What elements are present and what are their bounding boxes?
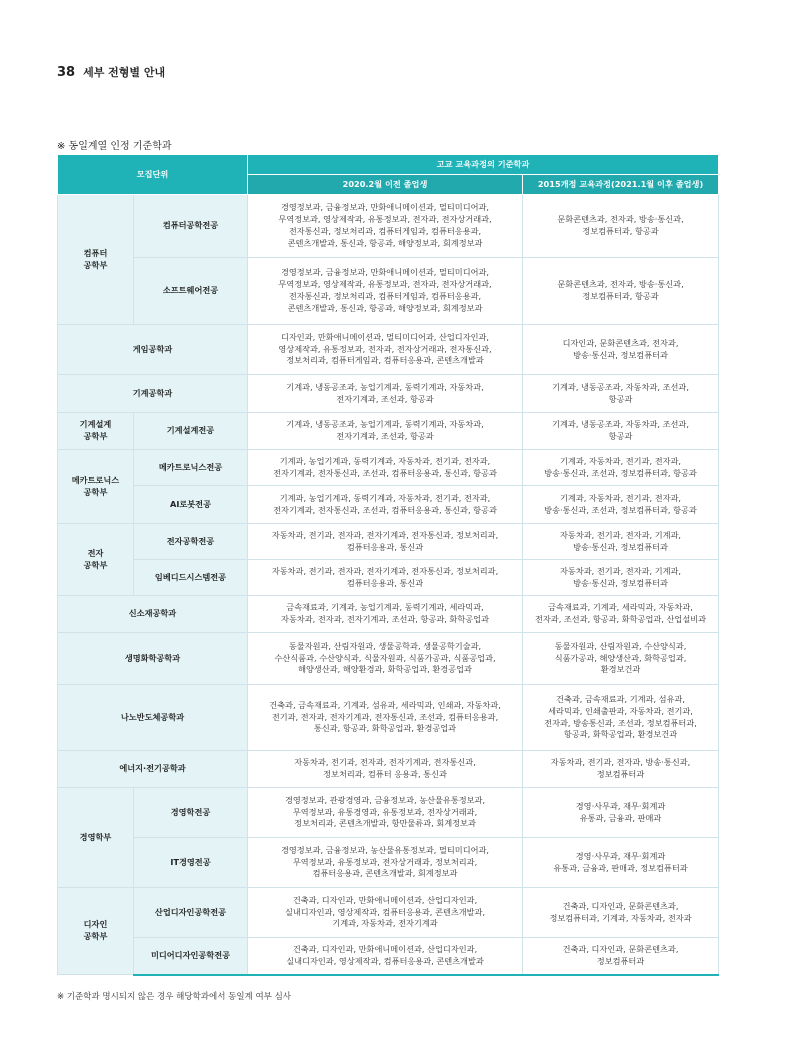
criteria-cell-2: 기계과, 자동차과, 전기과, 전자과, 방송·통신과, 조선과, 정보컴퓨터과, 항공과 — [523, 486, 719, 524]
criteria-cell-2: 경영·사무과, 재무·회계과 유통과, 금융과, 판매과, 정보컴퓨터과 — [523, 838, 719, 888]
criteria-cell-1: 자동차과, 전기과, 전자과, 전자기계과, 전자통신과, 정보처리과, 컴퓨터응용과, 통신과 — [248, 560, 523, 596]
unit-cell: 경영학전공 — [134, 788, 248, 838]
criteria-cell-1: 기계과, 냉동공조과, 농업기계과, 동력기계과, 자동차과, 전자기계과, 조선과, 항공과 — [248, 413, 523, 450]
criteria-cell-1: 경영정보과, 금융정보과, 만화애니메이션과, 멀티미디어과, 무역정보과, 영상제작과, 유통정보과, 전자과, 전자상거래과, 전자통신과, 정보처리과, 컴퓨터게임과, 컴퓨터응용과, 콘텐츠개발과, 통신과, 항공과, 해양정보과, 회계정보과 — [248, 258, 523, 325]
table-row — [58, 560, 719, 596]
criteria-cell-2: 건축과, 금속재료과, 기계과, 섬유과, 세라믹과, 인쇄출판과, 자동차과, 전기과, 전자과, 방송통신과, 조선과, 정보컴퓨터과, 항공과, 화학공업과, 환경보건과 — [523, 685, 719, 751]
criteria-cell-1: 금속재료과, 기계과, 농업기계과, 동력기계과, 세라믹과, 자동차과, 전자과, 전자기계과, 조선과, 항공과, 화학공업과 — [248, 596, 523, 633]
criteria-cell-1: 기계과, 농업기계과, 동력기계과, 자동차과, 전기과, 전자과, 전자기계과, 전자통신과, 조선과, 컴퓨터응용과, 통신과, 항공과 — [248, 450, 523, 486]
criteria-cell-2: 디자인과, 문화콘텐츠과, 전자과, 방송·통신과, 정보컴퓨터과 — [523, 325, 719, 375]
header-unit: 모집단위 — [58, 155, 248, 195]
unit-cell: 기계설계전공 — [134, 413, 248, 450]
page-section-title: 세부 전형별 안내 — [83, 66, 166, 79]
table-row — [58, 195, 719, 258]
criteria-table — [57, 154, 719, 976]
group-cell: 메카트로닉스 공학부 — [58, 450, 134, 524]
criteria-cell-2: 문화콘텐츠과, 전자과, 방송·통신과, 정보컴퓨터과, 항공과 — [523, 195, 719, 258]
table-row — [58, 685, 719, 751]
table-row — [58, 450, 719, 486]
unit-cell: 기계공학과 — [58, 375, 248, 413]
table-row — [58, 413, 719, 450]
unit-cell: 신소재공학과 — [58, 596, 248, 633]
unit-cell: 나노반도체공학과 — [58, 685, 248, 751]
criteria-cell-2: 기계과, 자동차과, 전기과, 전자과, 방송·통신과, 조선과, 정보컴퓨터과, 항공과 — [523, 450, 719, 486]
group-cell: 컴퓨터 공학부 — [58, 195, 134, 325]
table-row — [58, 888, 719, 938]
table-row — [58, 838, 719, 888]
criteria-cell-2: 동물자원과, 산림자원과, 수산양식과, 식품가공과, 해양생산과, 화학공업과, 환경보건과 — [523, 633, 719, 685]
table-row — [58, 596, 719, 633]
unit-cell: 게임공학과 — [58, 325, 248, 375]
criteria-cell-2: 건축과, 디자인과, 문화콘텐츠과, 정보컴퓨터과, 기계과, 자동차과, 전자과 — [523, 888, 719, 938]
unit-cell: 전자공학전공 — [134, 524, 248, 560]
criteria-cell-2: 건축과, 디자인과, 문화콘텐츠과, 정보컴퓨터과 — [523, 938, 719, 975]
criteria-cell-1: 기계과, 농업기계과, 동력기계과, 자동차과, 전기과, 전자과, 전자기계과, 전자통신과, 조선과, 컴퓨터응용과, 통신과, 항공과 — [248, 486, 523, 524]
criteria-cell-1: 건축과, 금속재료과, 기계과, 섬유과, 세라믹과, 인쇄과, 자동차과, 전기과, 전자과, 전자기계과, 전자통신과, 조선과, 컴퓨터응용과, 통신과, 항공과, 화학공업과, 환경공업과 — [248, 685, 523, 751]
criteria-cell-1: 동물자원과, 산림자원과, 생물공학과, 생물공학기술과, 수산식품과, 수산양식과, 식물자원과, 식품가공과, 식품공업과, 해양생산과, 해양환경과, 화학공업과, 환경공업과 — [248, 633, 523, 685]
table-row — [58, 486, 719, 524]
criteria-cell-2: 문화콘텐츠과, 전자과, 방송·통신과, 정보컴퓨터과, 항공과 — [523, 258, 719, 325]
group-cell: 디자인 공학부 — [58, 888, 134, 975]
unit-cell: 소프트웨어전공 — [134, 258, 248, 325]
criteria-cell-1: 건축과, 디자인과, 만화애니메이션과, 산업디자인과, 실내디자인과, 영상제작과, 컴퓨터응용과, 콘텐츠개발과, 기계과, 자동차과, 전자기계과 — [248, 888, 523, 938]
table-note: ※ 동일계열 인정 기준학과 — [57, 141, 172, 152]
footnote: ※ 기준학과 명시되지 않은 경우 해당학과에서 동일계 여부 심사 — [57, 992, 292, 1002]
unit-cell: 산업디자인공학전공 — [134, 888, 248, 938]
unit-cell: 미디어디자인공학전공 — [134, 938, 248, 975]
criteria-cell-1: 자동차과, 전기과, 전자과, 전자기계과, 전자통신과, 정보처리과, 컴퓨터응용과, 통신과 — [248, 524, 523, 560]
header-group: 고교 교육과정의 기준학과 — [248, 155, 719, 175]
unit-cell: AI로봇전공 — [134, 486, 248, 524]
criteria-cell-1: 기계과, 냉동공조과, 농업기계과, 동력기계과, 자동차과, 전자기계과, 조선과, 항공과 — [248, 375, 523, 413]
criteria-cell-2: 금속재료과, 기계과, 세라믹과, 자동차과, 전자과, 조선과, 항공과, 화학공업과, 산업설비과 — [523, 596, 719, 633]
criteria-cell-2: 자동차과, 전기과, 전자과, 기계과, 방송·통신과, 정보컴퓨터과 — [523, 560, 719, 596]
criteria-cell-1: 디자인과, 만화애니메이션과, 멀티미디어과, 산업디자인과, 영상제작과, 유통정보과, 전자과, 전자상거래과, 전자통신과, 정보처리과, 컴퓨터게임과, 컴퓨터응용과, 콘텐츠개발과 — [248, 325, 523, 375]
unit-cell: 임베디드시스템전공 — [134, 560, 248, 596]
table-row — [58, 325, 719, 375]
criteria-cell-1: 경영정보과, 금융정보과, 농산물유통정보과, 멀티미디어과, 무역정보과, 유통정보과, 전자상거래과, 정보처리과, 컴퓨터응용과, 콘텐츠개발과, 회계정보과 — [248, 838, 523, 888]
criteria-cell-2: 자동차과, 전기과, 전자과, 기계과, 방송·통신과, 정보컴퓨터과 — [523, 524, 719, 560]
table-row — [58, 788, 719, 838]
unit-cell: 메카트로닉스전공 — [134, 450, 248, 486]
criteria-cell-1: 경영정보과, 관광경영과, 금융정보과, 농산물유통정보과, 무역정보과, 유통경영과, 유통정보과, 전자상거래과, 정보처리과, 콘텐츠개발과, 항만물류과, 회계정보과 — [248, 788, 523, 838]
criteria-cell-2: 경영·사무과, 재무·회계과 유통과, 금융과, 판매과 — [523, 788, 719, 838]
group-cell: 전자 공학부 — [58, 524, 134, 596]
table-row — [58, 751, 719, 788]
header-col1: 2020.2월 이전 졸업생 — [248, 175, 523, 195]
criteria-cell-1: 자동차과, 전기과, 전자과, 전자기계과, 전자통신과, 정보처리과, 컴퓨터 응용과, 통신과 — [248, 751, 523, 788]
page-number: 38 — [57, 65, 76, 80]
table-row — [58, 375, 719, 413]
criteria-cell-1: 경영정보과, 금융정보과, 만화애니메이션과, 멀티미디어과, 무역정보과, 영상제작과, 유통정보과, 전자과, 전자상거래과, 전자통신과, 정보처리과, 컴퓨터게임과, 컴퓨터응용과, 콘텐츠개발과, 통신과, 항공과, 해양정보과, 회계정보과 — [248, 195, 523, 258]
page-header — [57, 64, 165, 80]
header-col2: 2015개정 교육과정(2021.1월 이후 졸업생) — [523, 175, 719, 195]
criteria-cell-2: 기계과, 냉동공조과, 자동차과, 조선과, 항공과 — [523, 375, 719, 413]
unit-cell: IT경영전공 — [134, 838, 248, 888]
criteria-cell-2: 기계과, 냉동공조과, 자동차과, 조선과, 항공과 — [523, 413, 719, 450]
unit-cell: 컴퓨터공학전공 — [134, 195, 248, 258]
unit-cell: 생명화학공학과 — [58, 633, 248, 685]
table-row — [58, 258, 719, 325]
table-row — [58, 633, 719, 685]
criteria-cell-1: 건축과, 디자인과, 만화애니메이션과, 산업디자인과, 실내디자인과, 영상제작과, 컴퓨터응용과, 콘텐츠개발과 — [248, 938, 523, 975]
group-cell: 경영학부 — [58, 788, 134, 888]
criteria-cell-2: 자동차과, 전기과, 전자과, 방송·통신과, 정보컴퓨터과 — [523, 751, 719, 788]
group-cell: 기계설계 공학부 — [58, 413, 134, 450]
unit-cell: 에너지·전기공학과 — [58, 751, 248, 788]
table-row — [58, 938, 719, 975]
table-row — [58, 524, 719, 560]
